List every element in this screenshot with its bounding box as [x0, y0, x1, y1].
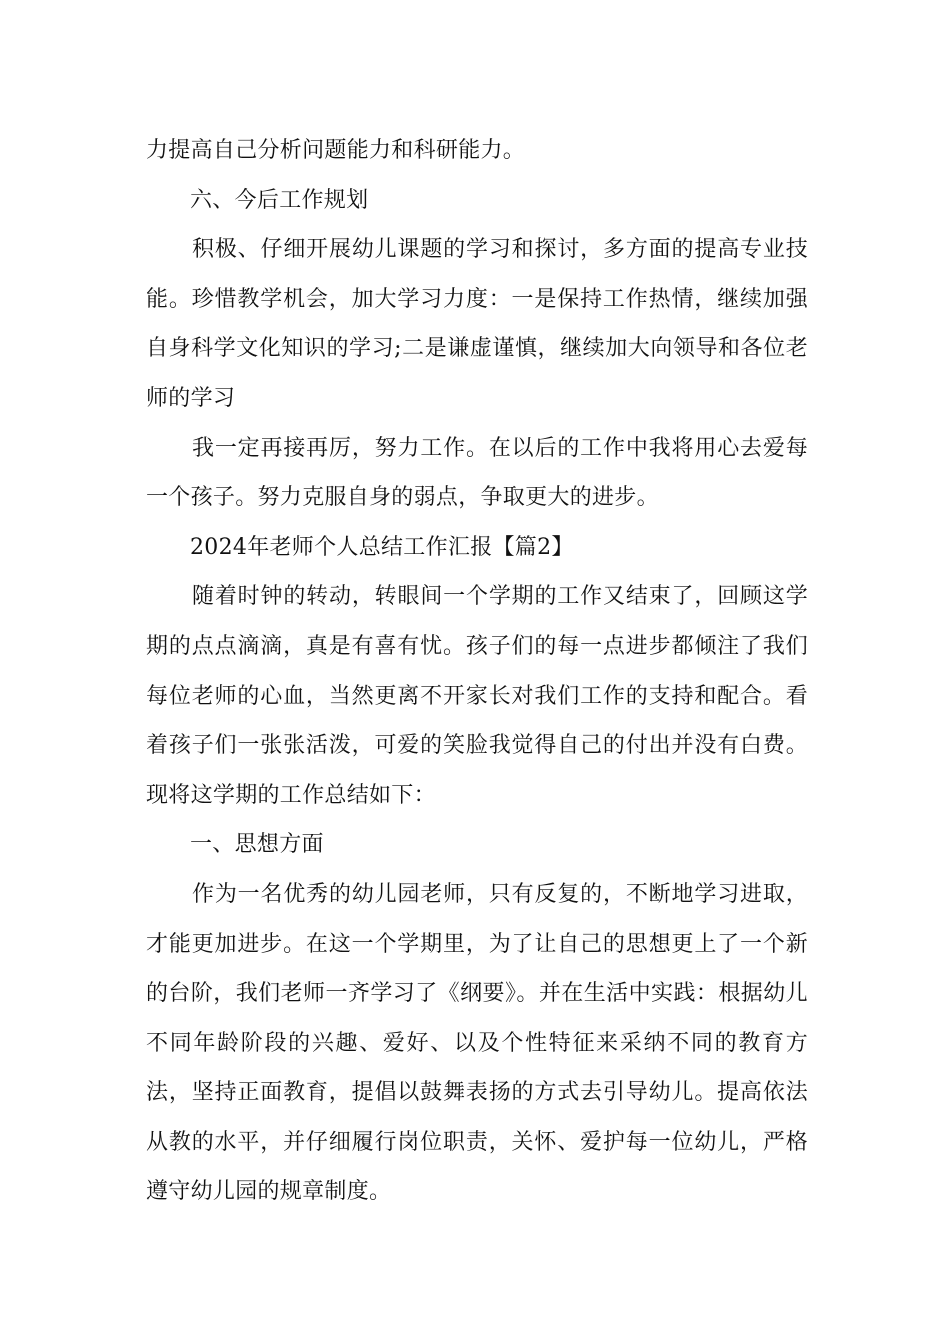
- report-title-part-2: 2024年老师个人总结工作汇报【篇2】: [190, 534, 574, 560]
- paragraph-plan-details: 积极、仔细开展幼儿课题的学习和探讨，多方面的提高专业技能。珍惜教学机会，加大学习力度：一是保持工作热情，继续加强自身科学文化知识的学习;二是谦虚谨慎，继续加大向领导和各位老师的学习: [146, 237, 808, 411]
- paragraph-ideology: 作为一名优秀的幼儿园老师，只有反复的，不断地学习进取，才能更加进步。在这一个学期里，为了让自己的思想更上了一个新的台阶，我们老师一齐学习了《纲要》。并在生活中实践：根据幼儿不同年龄阶段的兴趣、爱好、以及个性特征来采纳不同的教育方法，坚持正面教育，提倡以鼓舞表扬的方式去引导幼儿。提高依法从教的水平，并仔细履行岗位职责，关怀、爱护每一位幼儿，严格遵守幼儿园的规章制度。: [146, 881, 808, 1205]
- paragraph-continued: 力提高自己分析问题能力和科研能力。: [146, 138, 526, 163]
- paragraph-semester-review: 随着时钟的转动，转眼间一个学期的工作又结束了，回顾这学期的点点滴滴，真是有喜有忧。孩子们的每一点进步都倾注了我们每位老师的心血，当然更离不开家长对我们工作的支持和配合。看着孩子们一张张活泼，可爱的笑脸我觉得自己的付出并没有白费。现将这学期的工作总结如下：: [146, 584, 808, 808]
- document-body: [146, 126, 808, 1217]
- section-heading-future-plan: 六、今后工作规划: [190, 187, 369, 213]
- paragraph-commitment: 我一定再接再厉，努力工作。在以后的工作中我将用心去爱每一个孩子。努力克服自身的弱点，争取更大的进步。: [146, 435, 808, 511]
- section-heading-ideology: 一、思想方面: [190, 832, 324, 858]
